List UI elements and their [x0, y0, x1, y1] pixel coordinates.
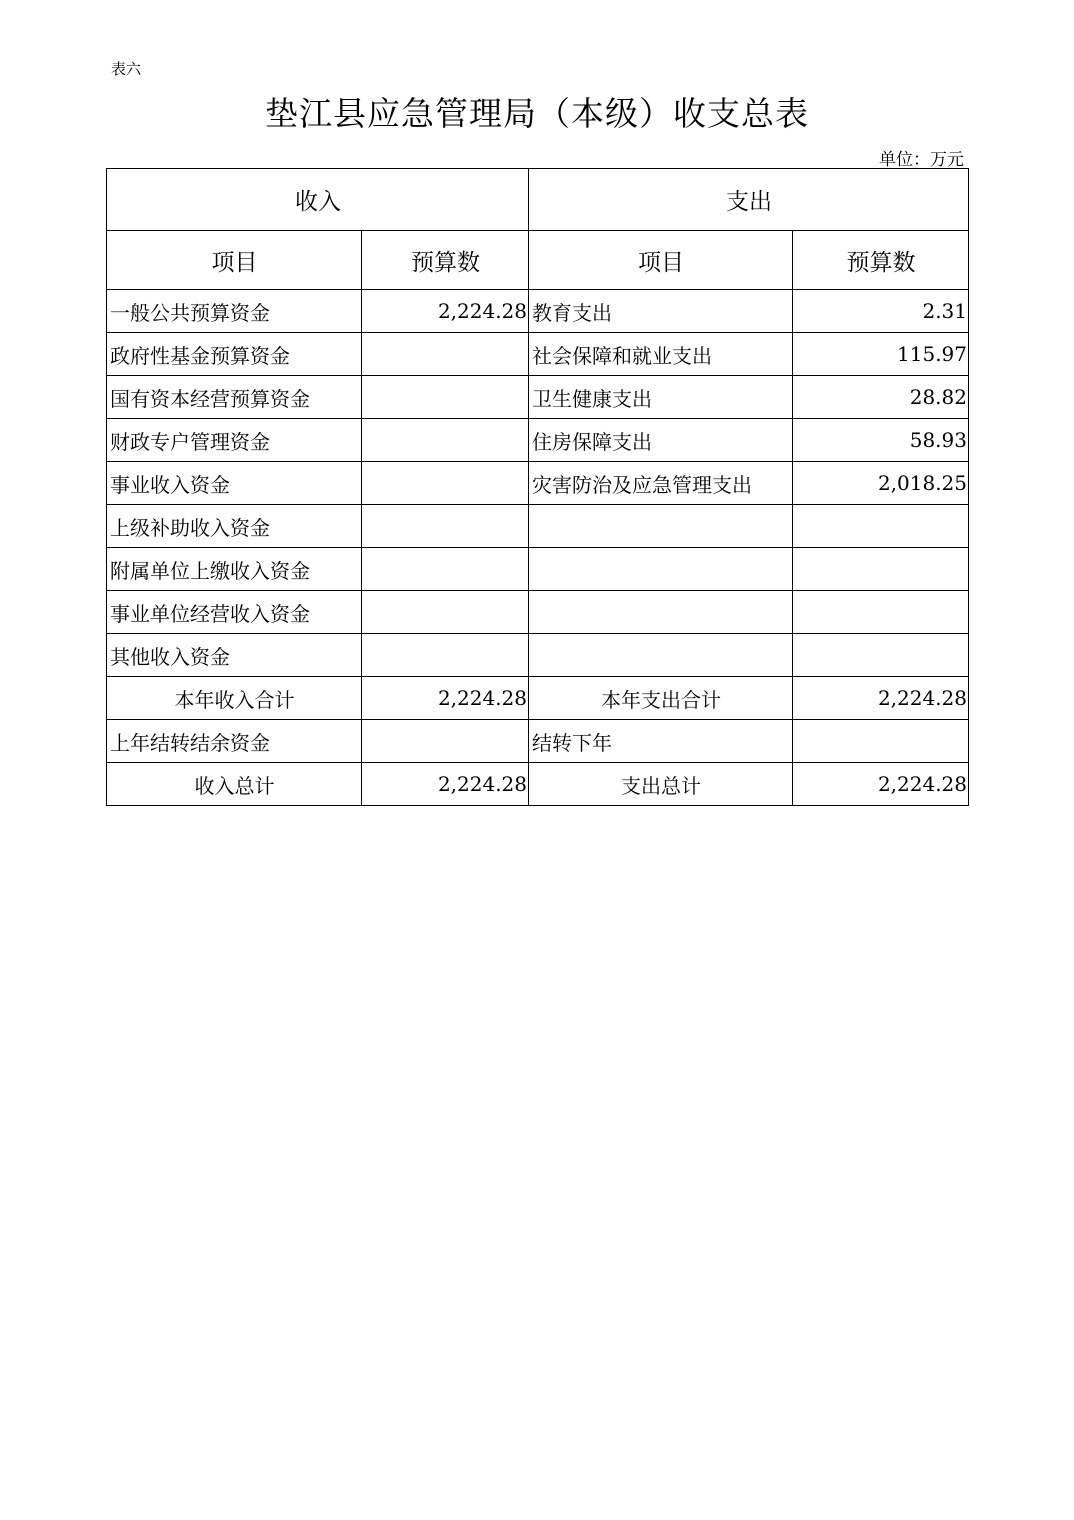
column-header-row	[107, 231, 969, 290]
income-item: 其他收入资金	[107, 634, 362, 677]
expense-item: 灾害防治及应急管理支出	[529, 462, 793, 505]
income-item: 政府性基金预算资金	[107, 333, 362, 376]
income-subtotal-amount: 2,224.28	[362, 677, 529, 720]
table-row	[107, 290, 969, 333]
income-subtotal-label: 本年收入合计	[107, 677, 362, 720]
expense-item: 教育支出	[529, 290, 793, 333]
income-item: 一般公共预算资金	[107, 290, 362, 333]
table-row	[107, 333, 969, 376]
unit-label: 单位：万元	[879, 150, 964, 170]
income-amount	[362, 720, 529, 763]
income-total-label: 收入总计	[107, 763, 362, 806]
expense-section-header: 支出	[529, 169, 969, 231]
income-item: 国有资本经营预算资金	[107, 376, 362, 419]
expense-item	[529, 591, 793, 634]
expense-total-label: 支出总计	[529, 763, 793, 806]
income-amount	[362, 376, 529, 419]
table-row	[107, 376, 969, 419]
table-row	[107, 634, 969, 677]
expense-amount: 2.31	[793, 290, 969, 333]
income-amount: 2,224.28	[362, 290, 529, 333]
expense-amount-header: 预算数	[793, 231, 969, 290]
expense-subtotal-amount: 2,224.28	[793, 677, 969, 720]
expense-item	[529, 548, 793, 591]
expense-amount: 115.97	[793, 333, 969, 376]
expense-item	[529, 634, 793, 677]
table-row	[107, 548, 969, 591]
income-amount	[362, 333, 529, 376]
expense-item: 卫生健康支出	[529, 376, 793, 419]
expense-amount	[793, 548, 969, 591]
income-amount	[362, 419, 529, 462]
table-row	[107, 419, 969, 462]
expense-subtotal-label: 本年支出合计	[529, 677, 793, 720]
income-amount	[362, 591, 529, 634]
income-amount	[362, 634, 529, 677]
expense-amount: 28.82	[793, 376, 969, 419]
income-amount	[362, 505, 529, 548]
expense-amount	[793, 634, 969, 677]
income-item: 上年结转结余资金	[107, 720, 362, 763]
page-title: 垫江县应急管理局（本级）收支总表	[265, 94, 809, 133]
income-total-amount: 2,224.28	[362, 763, 529, 806]
subtotal-row	[107, 677, 969, 720]
table-number: 表六	[111, 60, 142, 78]
budget-summary-table	[106, 168, 969, 806]
income-item: 事业收入资金	[107, 462, 362, 505]
expense-total-amount: 2,224.28	[793, 763, 969, 806]
expense-amount	[793, 591, 969, 634]
income-amount	[362, 548, 529, 591]
income-item: 财政专户管理资金	[107, 419, 362, 462]
table-row	[107, 505, 969, 548]
table-row	[107, 462, 969, 505]
expense-item: 住房保障支出	[529, 419, 793, 462]
expense-item: 社会保障和就业支出	[529, 333, 793, 376]
table-row	[107, 591, 969, 634]
expense-item-header: 项目	[529, 231, 793, 290]
income-amount-header: 预算数	[362, 231, 529, 290]
income-item-header: 项目	[107, 231, 362, 290]
total-row	[107, 763, 969, 806]
income-amount	[362, 462, 529, 505]
expense-amount: 2,018.25	[793, 462, 969, 505]
income-item: 事业单位经营收入资金	[107, 591, 362, 634]
expense-amount	[793, 720, 969, 763]
income-item: 上级补助收入资金	[107, 505, 362, 548]
income-item: 附属单位上缴收入资金	[107, 548, 362, 591]
income-section-header: 收入	[107, 169, 529, 231]
section-header-row	[107, 169, 969, 231]
expense-amount	[793, 505, 969, 548]
expense-amount: 58.93	[793, 419, 969, 462]
table-row	[107, 720, 969, 763]
expense-item	[529, 505, 793, 548]
expense-item: 结转下年	[529, 720, 793, 763]
